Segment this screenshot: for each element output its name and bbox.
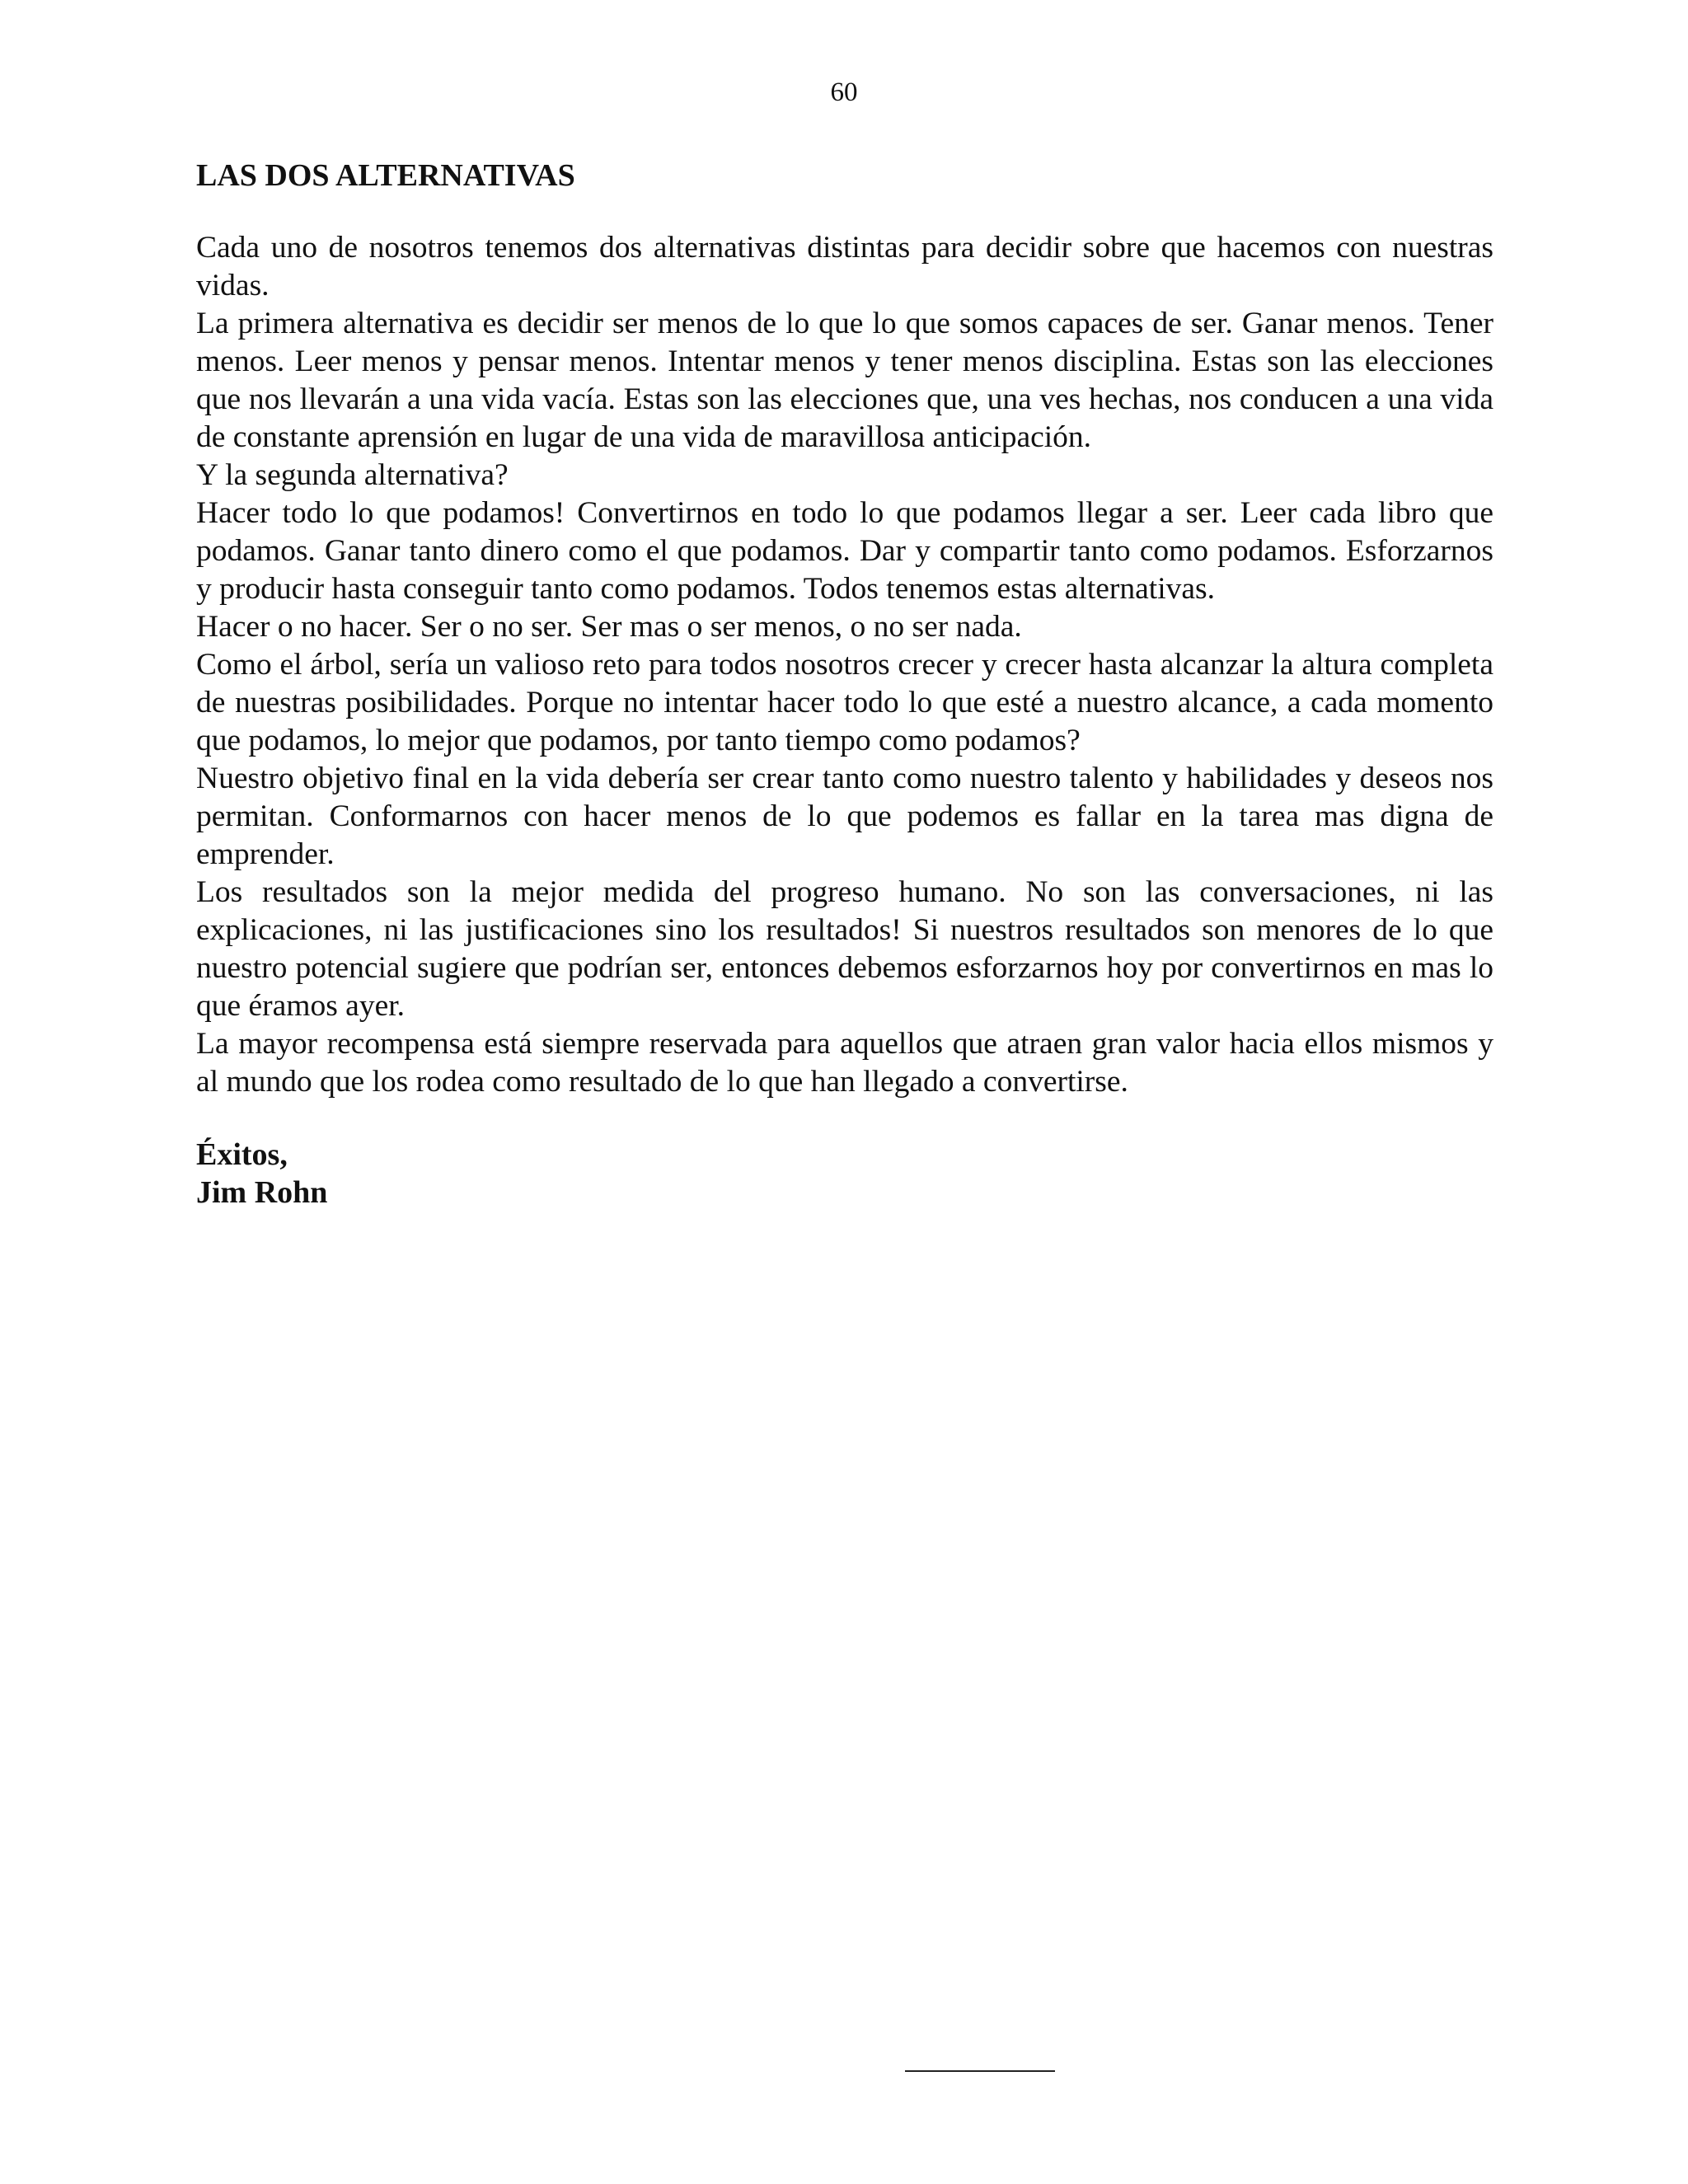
footer-divider <box>905 2070 1055 2072</box>
paragraph: Y la segunda alternativa? <box>196 458 509 492</box>
page-number: 60 <box>830 77 858 107</box>
closing-signature <box>196 1136 327 1212</box>
paragraph: Hacer o no hacer. Ser o no ser. Ser mas o ser menos, o no ser nada. <box>196 610 1022 644</box>
paragraph: Los resultados son la mejor medida del progreso humano. No son las conversaciones, ni las explicaciones, ni las justificaciones sino los resultados! Si nuestros resultados son menores de lo que nuestro potencial sugiere que podrían ser, entonces debemos esforzarnos hoy por convertirnos en mas lo que éramos ayer. <box>196 875 1493 1023</box>
article-body <box>196 229 1493 1101</box>
paragraph: Nuestro objetivo final en la vida debería ser crear tanto como nuestro talento y habilidades y deseos nos permitan. Conformarnos con hacer menos de lo que podemos es fallar en la tarea mas digna de emprender. <box>196 762 1493 871</box>
closing-salutation: Éxitos, <box>196 1137 288 1172</box>
article-title: LAS DOS ALTERNATIVAS <box>196 158 575 193</box>
author-name: Jim Rohn <box>196 1175 328 1210</box>
paragraph: Hacer todo lo que podamos! Convertirnos en todo lo que podamos llegar a ser. Leer cada libro que podamos. Ganar tanto dinero como el que podamos. Dar y compartir tanto como podamos. Esforzarnos y producir hasta conseguir tanto como podamos. Todos tenemos estas alternativas. <box>196 496 1493 606</box>
paragraph: Cada uno de nosotros tenemos dos alternativas distintas para decidir sobre que hacemos con nuestras vidas. <box>196 231 1493 302</box>
paragraph: La primera alternativa es decidir ser menos de lo que lo que somos capaces de ser. Ganar menos. Tener menos. Leer menos y pensar menos. Intentar menos y tener menos disciplina. Estas son las elecciones que nos llevarán a una vida vacía. Estas son las elecciones que, una ves hechas, nos conducen a una vida de constante aprensión en lugar de una vida de maravillosa anticipación. <box>196 307 1493 454</box>
paragraph: La mayor recompensa está siempre reservada para aquellos que atraen gran valor hacia ellos mismos y al mundo que los rodea como resultado de lo que han llegado a convertirse. <box>196 1027 1493 1099</box>
paragraph: Como el árbol, sería un valioso reto para todos nosotros crecer y crecer hasta alcanzar la altura completa de nuestras posibilidades. Porque no intentar hacer todo lo que esté a nuestro alcance, a cada momento que podamos, lo mejor que podamos, por tanto tiempo como podamos? <box>196 648 1493 757</box>
